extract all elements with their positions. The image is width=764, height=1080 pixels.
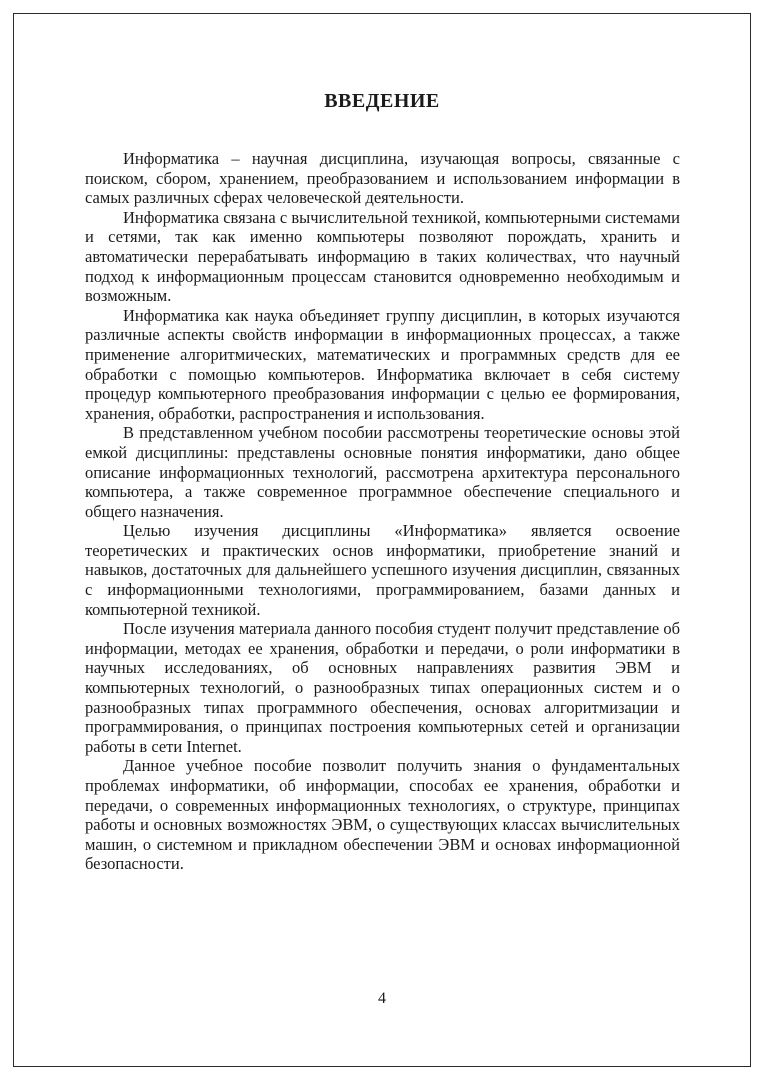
paragraph: Данное учебное пособие позволит получить знания о фундаментальных проблемах информатики, об информации, способах ее хранения, обработки и передачи, о современных информационных технологиях, о структуре, принципах работы и основных возможностях ЭВМ, о существующих классах вычислительных машин, о системном и прикладном обеспечении ЭВМ и основах информационной безопасности. — [85, 756, 680, 874]
page-number: 4 — [378, 990, 386, 1007]
paragraph: Информатика как наука объединяет группу дисциплин, в которых изучаются различные аспекты свойств информации в информационных процессах, а также применение алгоритмических, математических и программных средств для ее обработки с помощью компьютеров. Информатика включает в себя систему процедур компьютерного преобразования информации с целью ее формирования, хранения, обработки, распространения и использования. — [85, 305, 680, 423]
page-title: ВВЕДЕНИЕ — [324, 90, 440, 112]
paragraph: Информатика – научная дисциплина, изучающая вопросы, связанные с поиском, сбором, хранением, преобразованием и использованием информации в самых различных сферах человеческой деятельности. — [85, 149, 680, 208]
paragraph: В представленном учебном пособии рассмотрены теоретические основы этой емкой дисциплины: представлены основные понятия информатики, дано общее описание информационных технологий, рассмотрена архитектура персонального компьютера, а также современное программное обеспечение специального и общего назначения. — [85, 423, 680, 521]
paragraph: Целью изучения дисциплины «Информатика» является освоение теоретических и практических основ информатики, приобретение знаний и навыков, достаточных для дальнейшего успешного изучения дисциплин, связанных с информационными технологиями, программированием, базами данных и компьютерной техникой. — [85, 521, 680, 619]
body-text — [85, 149, 680, 874]
paragraph: После изучения материала данного пособия студент получит представление об информации, методах ее хранения, обработки и передачи, о роли информатики в научных исследованиях, об основных направлениях развития ЭВМ и компьютерных технологий, о разнообразных типах операционных систем и о разнообразных типах программного обеспечения, основах алгоритмизации и программирования, о принципах построения компьютерных сетей и организации работы в сети Internet. — [85, 619, 680, 756]
paragraph: Информатика связана с вычислительной техникой, компьютерными системами и сетями, так как именно компьютеры позволяют порождать, хранить и автоматически перерабатывать информацию в таких количествах, что научный подход к информационным процессам становится одновременно необходимым и возможным. — [85, 207, 680, 306]
